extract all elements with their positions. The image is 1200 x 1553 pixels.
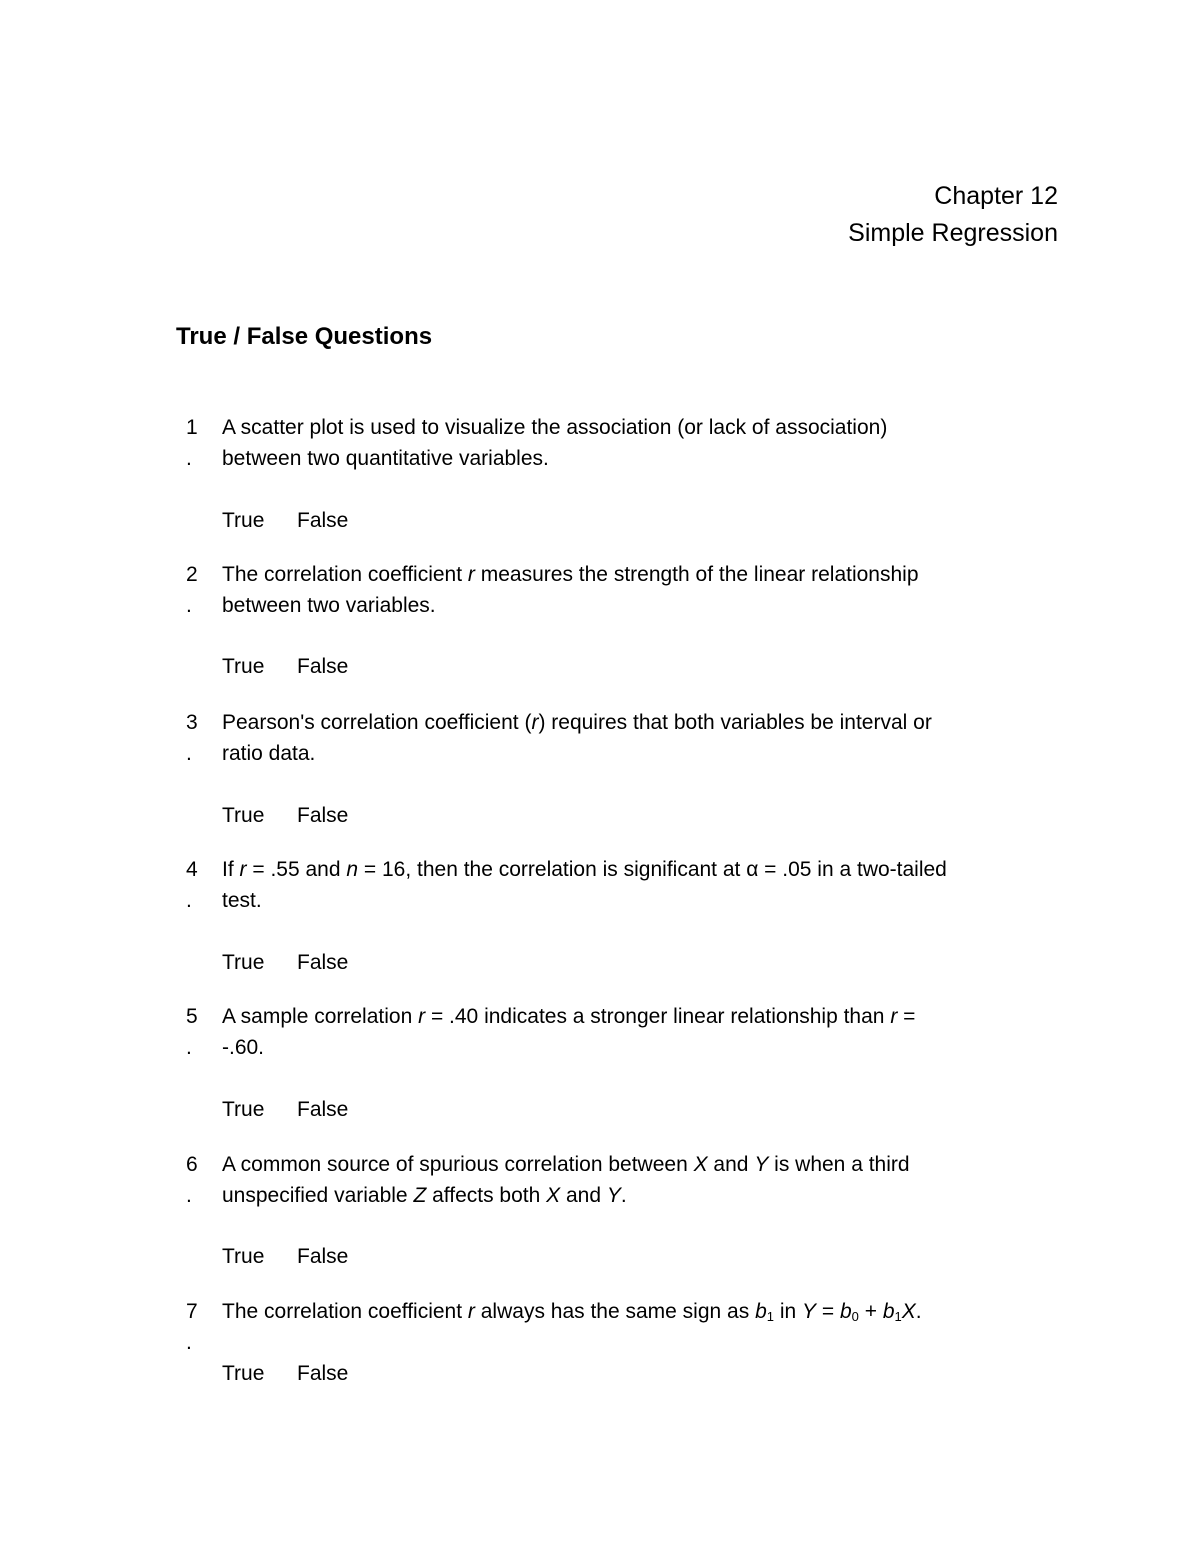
true-option[interactable]: True [222,804,265,827]
true-option[interactable]: True [222,951,265,974]
question-text: A scatter plot is used to visualize the association (or lack of association) between two quantitative variables. [222,416,888,470]
question-number: 5 . [186,1005,198,1059]
answer-options [222,651,348,682]
question-text: If r = .55 and n = 16, then the correlation is significant at α = .05 in a two-tailed test. [222,858,947,912]
false-option[interactable]: False [297,655,349,678]
answer-options [222,800,348,831]
question-text: A common source of spurious correlation between X and Y is when a third unspecified variable Z affects both X and Y. [222,1153,910,1207]
false-option[interactable]: False [297,1098,349,1121]
question-number: 4 . [186,858,198,912]
chapter-number: Chapter 12 [934,182,1058,210]
section-heading: True / False Questions [176,323,433,350]
answer-options [222,1241,348,1272]
chapter-title: Simple Regression [848,219,1058,247]
answer-options [222,1358,348,1389]
false-option[interactable]: False [297,509,349,532]
question-text: The correlation coefficient r always has the same sign as $b_1$ in $Y = b_0 + b_1X$. [222,1300,922,1324]
false-option[interactable]: False [297,1362,349,1385]
question-text: A sample correlation r = .40 indicates a stronger linear relationship than r = -.60. [222,1005,916,1059]
false-option[interactable]: False [297,804,349,827]
chapter-header [848,178,1058,252]
true-option[interactable]: True [222,1098,265,1121]
question-number: 2 . [186,563,198,617]
true-option[interactable]: True [222,509,265,532]
true-option[interactable]: True [222,1245,265,1268]
true-option[interactable]: True [222,1362,265,1385]
question-number: 6 . [186,1153,198,1207]
question-number: 3 . [186,711,198,765]
question-text: The correlation coefficient r measures the strength of the linear relationship between two variables. [222,563,919,617]
question-number: 7 . [186,1300,198,1354]
false-option[interactable]: False [297,1245,349,1268]
false-option[interactable]: False [297,951,349,974]
answer-options [222,505,348,536]
true-option[interactable]: True [222,655,265,678]
question-text: Pearson's correlation coefficient (r) requires that both variables be interval or ratio data. [222,711,932,765]
answer-options [222,947,348,978]
question-number: 1 . [186,416,198,470]
answer-options [222,1094,348,1125]
